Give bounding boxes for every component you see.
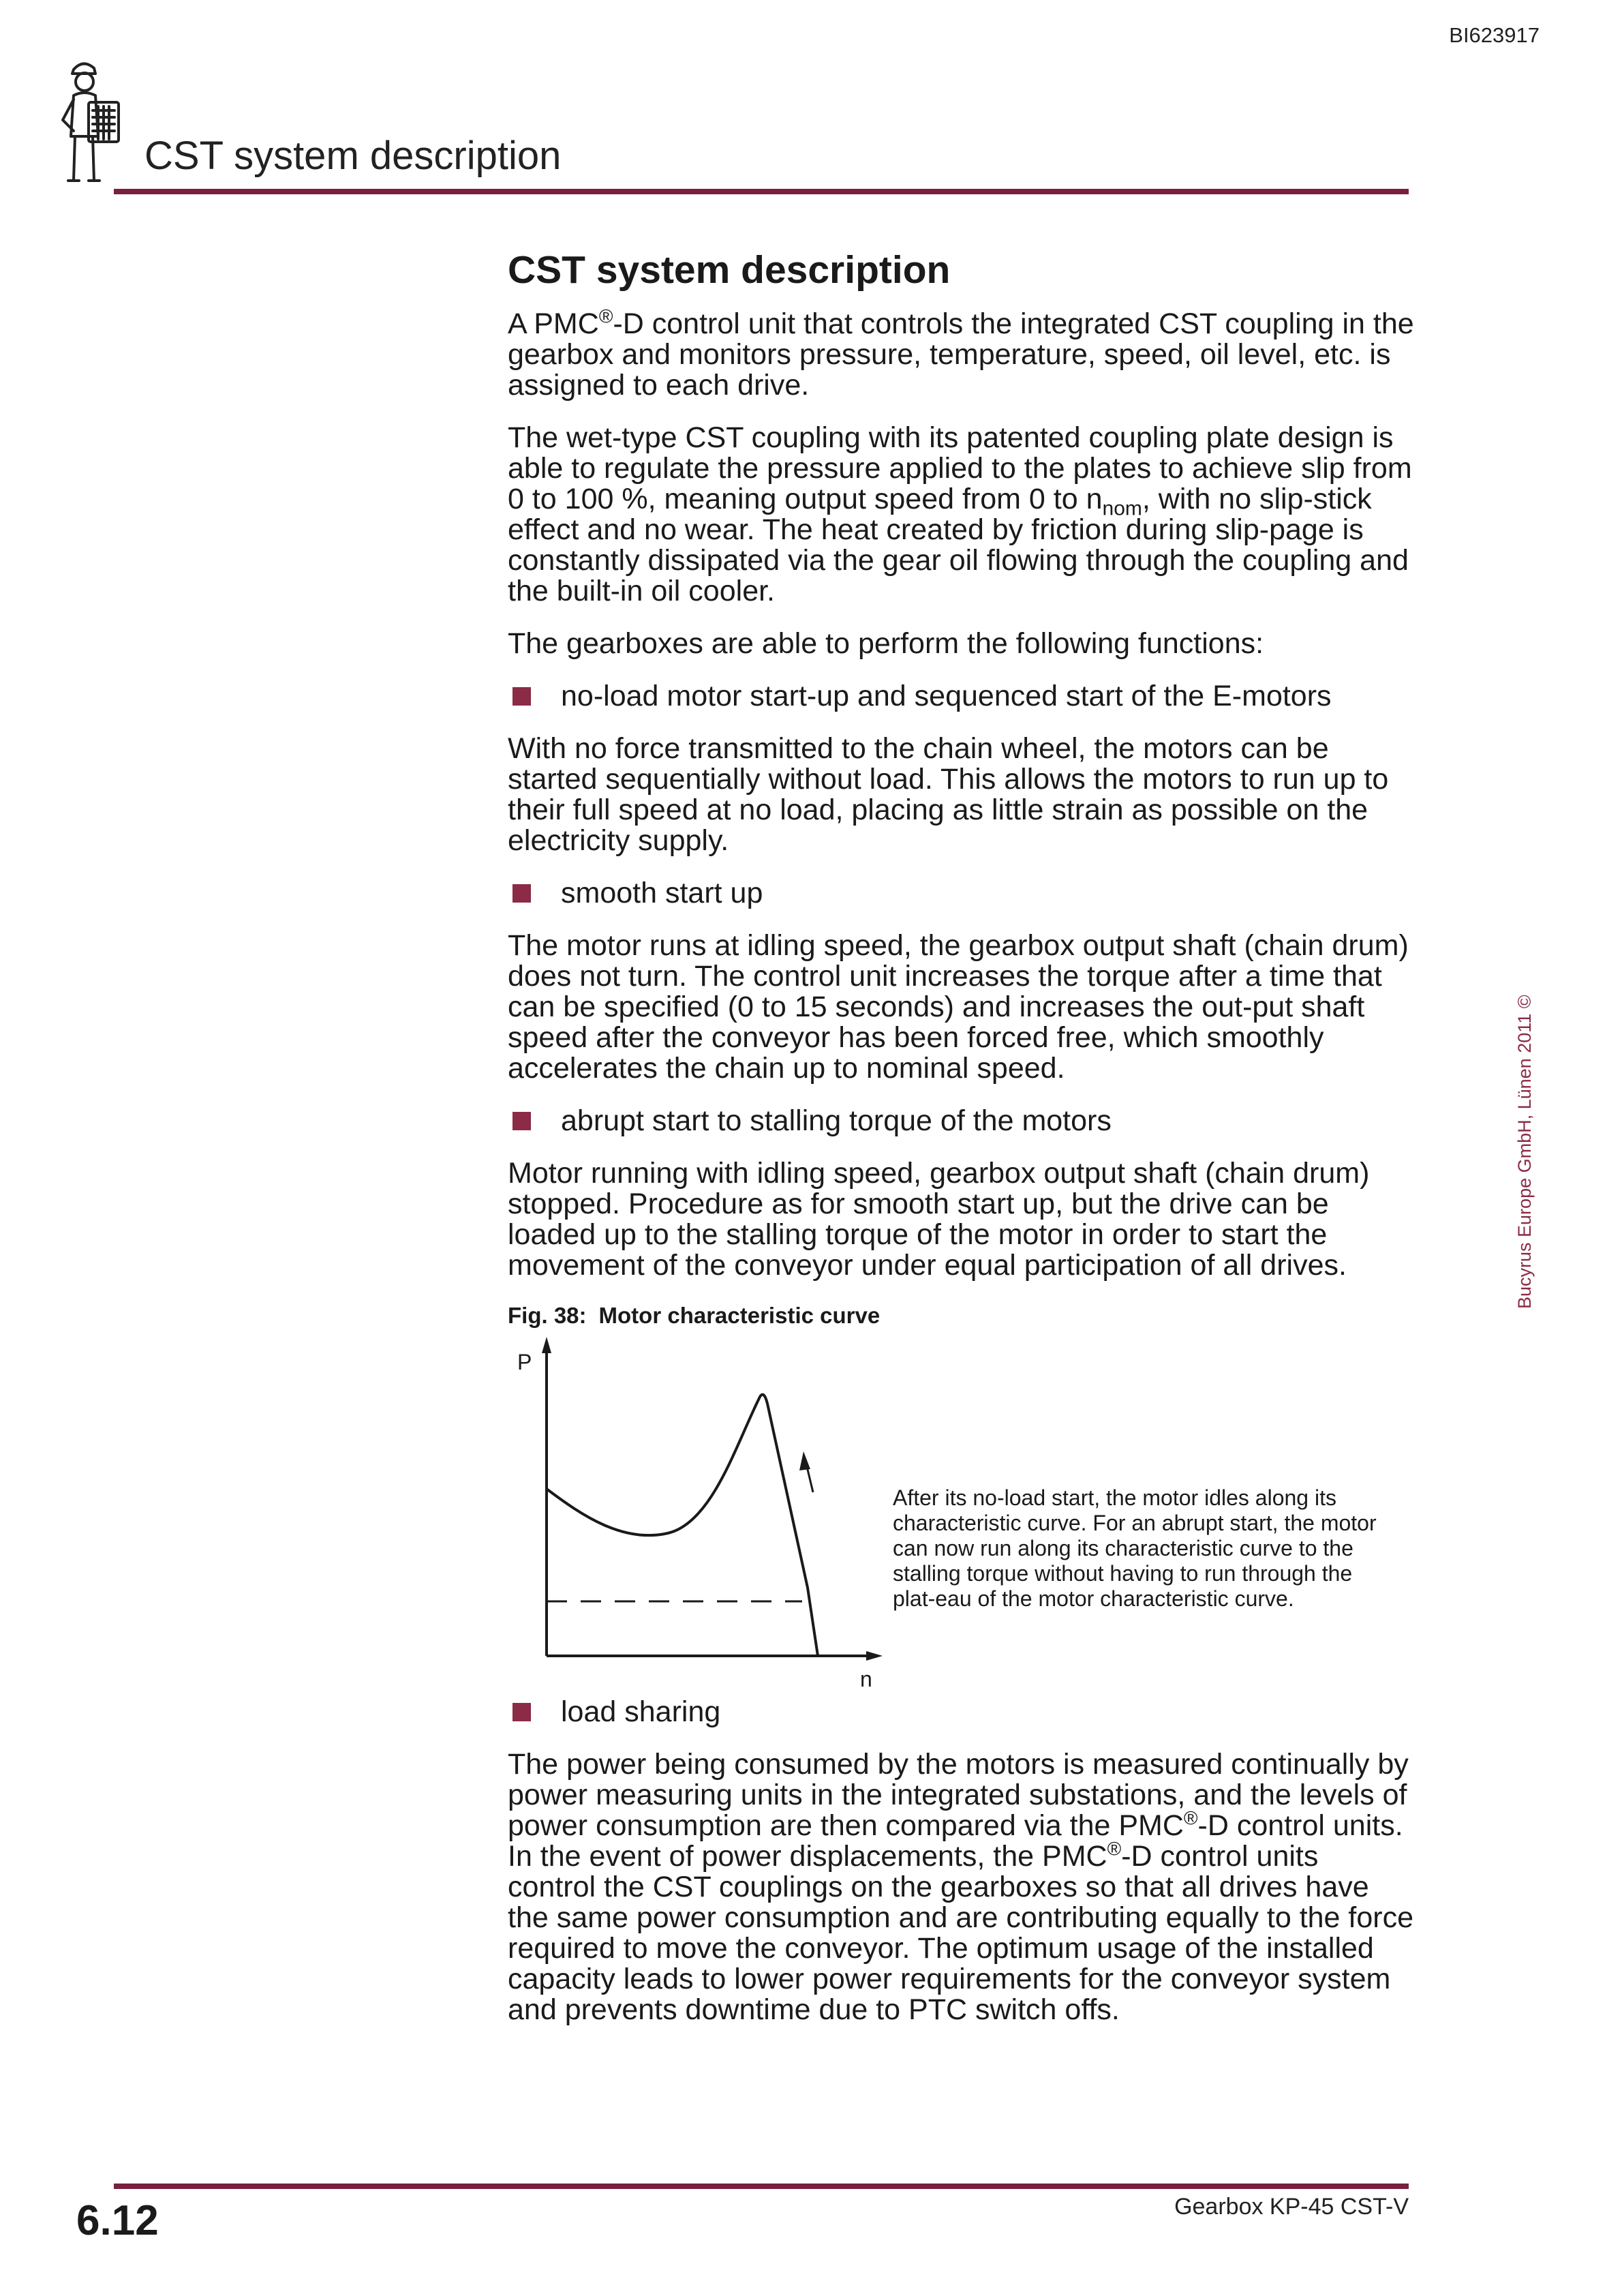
load-sharing-description: The power being consumed by the motors is measured continually by power measuring units in the integrated substations, and the levels of power consumption are then compared via the PMC®-D control units. In the event of power displacements, the PMC®-D control units control the CST couplings on the gearboxes so that all drives have the same power consumption and are contributing equally to the force required to move the conveyor. The optimum usage of the installed capacity leads to lower power requirements for the conveyor system and prevents downtime due to PTC switch offs. (508, 1747, 1414, 2026)
copyright-credit: Bucyrus Europe GmbH, Lünen 2011 © (1514, 995, 1535, 1309)
y-axis-label: P (517, 1349, 532, 1374)
header-rule (114, 189, 1409, 194)
function-bullet: smooth start up (508, 878, 1414, 909)
main-content (508, 249, 1414, 2047)
document-id: BI623917 (1449, 23, 1540, 47)
intro-paragraph-2: The wet-type CST coupling with its patented coupling plate design is able to regulate the pressure applied to the plates to achieve slip from 0 to 100 %, meaning output speed from 0 to $n_{nom}$, with no slip-stick effect and no wear. The heat created by friction during slip-page is constantly dissipated via the gear oil flowing through the coupling and the built-in oil cooler. (508, 421, 1412, 607)
bullet-square-icon (512, 1703, 531, 1721)
figure-note: After its no-load start, the motor idles along its characteristic curve. For an abrupt start, the motor can now run along its characteristic curve to the stalling torque without having to run through the plat-eau of the motor characteristic curve. (893, 1485, 1377, 1611)
bullet-square-icon (512, 687, 531, 706)
x-axis-arrowhead (866, 1651, 883, 1661)
characteristic-curve (547, 1394, 818, 1655)
y-axis-arrowhead (542, 1337, 551, 1353)
technician-with-clipboard-icon (53, 55, 134, 184)
function-bullet: abrupt start to stalling torque of the motors (508, 1106, 1414, 1136)
direction-arrow-head (799, 1451, 810, 1470)
footer-rule (114, 2184, 1409, 2189)
function-description: With no force transmitted to the chain wheel, the motors can be started sequentially without load. This allows the motors to run up to their full speed at no load, placing as little strain as possible on the electricity supply. (508, 731, 1389, 857)
header-title: CST system description (144, 134, 562, 178)
x-axis-label: n (860, 1666, 872, 1691)
figure (508, 1335, 1414, 1697)
intro-paragraph-1: A PMC®-D control unit that controls the integrated CST coupling in the gearbox and monitors pressure, temperature, speed, oil level, etc. is assigned to each drive. (508, 305, 1414, 402)
function-bullet: no-load motor start-up and sequenced start of the E-motors (508, 681, 1414, 712)
figure-caption: Fig. 38: Motor characteristic curve (508, 1302, 881, 1328)
function-bullet: load sharing (508, 1697, 1414, 1727)
intro-paragraph-3: The gearboxes are able to perform the following functions: (508, 626, 1264, 660)
bullet-square-icon (512, 1112, 531, 1130)
footer-document-title: Gearbox KP-45 CST-V (1174, 2194, 1409, 2220)
page-number: 6.12 (76, 2197, 159, 2244)
function-description: The motor runs at idling speed, the gearbox output shaft (chain drum) does not turn. The control unit increases the torque after a time that can be specified (0 to 15 seconds) and increases the out-put shaft speed after the conveyor has been forced free, which smoothly accelerates the chain up to nominal speed. (508, 928, 1409, 1085)
section-title: CST system description (508, 248, 951, 292)
motor-characteristic-curve-diagram (508, 1335, 889, 1697)
bullet-square-icon (512, 884, 531, 903)
function-description: Motor running with idling speed, gearbox output shaft (chain drum) stopped. Procedure as for smooth start up, but the drive can be loaded up to the stalling torque of the motor in order to start the movement of the conveyor under equal participation of all drives. (508, 1156, 1370, 1282)
